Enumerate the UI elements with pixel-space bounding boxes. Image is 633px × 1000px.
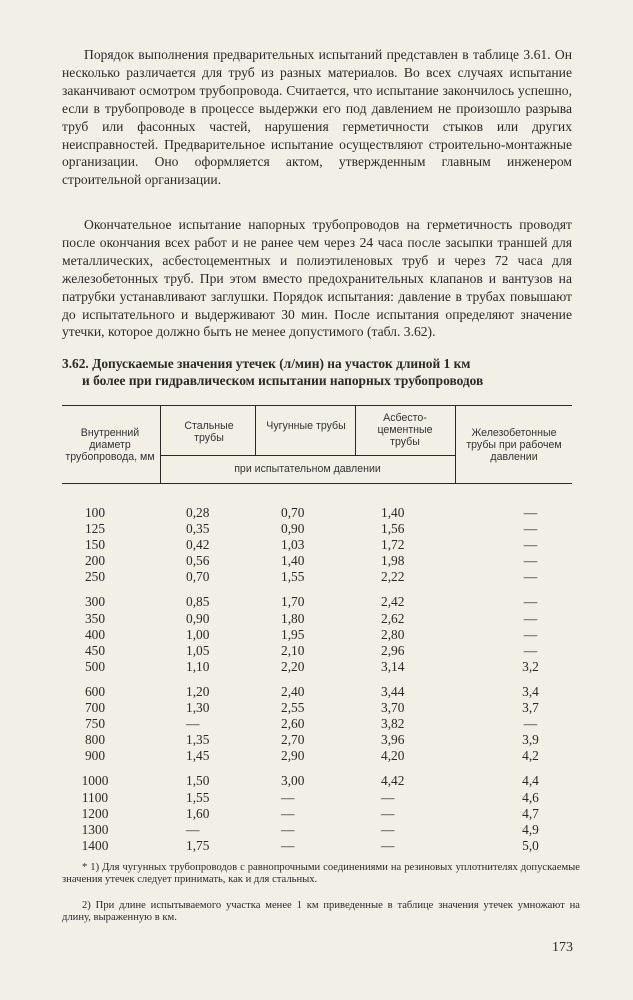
cast-iron-cell: 1,03 (281, 537, 305, 553)
table-row (70, 700, 570, 716)
cast-iron-cell: — (281, 789, 295, 805)
header-diameter: Внутренний диаметр трубопровода, мм (65, 427, 155, 463)
steel-cell: 1,50 (186, 773, 210, 789)
asbestos-cell: 2,80 (381, 626, 405, 642)
diameter-cell: 900 (84, 748, 106, 764)
diameter-cell: 150 (84, 537, 106, 553)
diameter-cell: 1200 (81, 805, 109, 821)
table-row (70, 716, 570, 732)
diameter-cell: 200 (84, 553, 106, 569)
paragraph-preliminary-testing: Порядок выполнения предварительных испытаний представлен в таблице 3.61. Он несколько различается для труб из разных материалов. Во всех случаях испытание заканчивают осмотром трубопровода. Считается, что испытание закончилось успешно, если в трубопроводе в процессе выдержки его под давлением не произошло разрыва труб или фасонных частей, нарушения герметичности стыков или других неисправностей. Предварительное испытание осуществляют строительно-монтажные организации. Оно оформляется актом, утвержденным главным инженером строительной организации. (62, 47, 572, 188)
steel-cell: 1,75 (186, 837, 210, 853)
cast-iron-cell: 1,70 (281, 594, 305, 610)
steel-cell: 1,30 (186, 700, 210, 716)
table-row (70, 585, 570, 610)
steel-cell: 1,20 (186, 683, 210, 699)
steel-cell: 0,42 (186, 537, 210, 553)
diameter-cell: 1400 (81, 837, 109, 853)
concrete-cell: — (523, 626, 538, 642)
header-concrete: Железобетонные трубы при рабочем давлении (466, 427, 562, 463)
asbestos-cell: — (381, 837, 395, 853)
concrete-cell: 4,9 (522, 821, 539, 837)
page-number: 173 (552, 940, 573, 955)
table-row (70, 505, 570, 521)
table-row (70, 732, 570, 748)
concrete-cell: 3,7 (522, 700, 539, 716)
diameter-cell: 1100 (81, 789, 109, 805)
steel-cell: 1,00 (186, 626, 210, 642)
steel-cell: — (186, 821, 200, 837)
header-steel: Стальные трубы (184, 420, 234, 444)
header-divider-3 (355, 405, 356, 455)
table-row (70, 675, 570, 700)
steel-cell: 1,55 (186, 789, 210, 805)
steel-cell: 0,56 (186, 553, 210, 569)
header-divider-4 (455, 405, 456, 483)
asbestos-cell: — (381, 789, 395, 805)
cast-iron-cell: 1,55 (281, 569, 305, 585)
table-row (70, 643, 570, 659)
diameter-cell: 400 (84, 626, 106, 642)
header-cast-iron: Чугунные трубы (266, 420, 346, 432)
concrete-cell: 3,9 (522, 732, 539, 748)
cast-iron-cell: 1,40 (281, 553, 305, 569)
table-row (70, 748, 570, 764)
asbestos-cell: 2,96 (381, 642, 405, 658)
caption-line-2: и более при гидравлическом испытании напорных трубопроводов (82, 373, 484, 388)
diameter-cell: 350 (84, 610, 106, 626)
steel-cell: 0,90 (186, 610, 210, 626)
concrete-cell: — (523, 569, 538, 585)
asbestos-cell: 3,14 (381, 658, 405, 674)
table-row (70, 537, 570, 553)
header-asbestos: Асбесто-цементные трубы (377, 412, 433, 448)
cast-iron-cell: 2,90 (281, 748, 305, 764)
header-bottom-rule (62, 483, 572, 484)
steel-cell: 0,28 (186, 505, 210, 520)
table-row (70, 790, 570, 806)
concrete-cell: — (523, 594, 538, 610)
asbestos-cell: 1,40 (381, 505, 405, 520)
cast-iron-cell: 1,80 (281, 610, 305, 626)
cast-iron-cell: 2,70 (281, 732, 305, 748)
header-divider-1 (160, 405, 161, 483)
asbestos-cell: 3,82 (381, 716, 405, 732)
concrete-cell: 3,2 (522, 658, 539, 674)
table-row (70, 521, 570, 537)
diameter-cell: 100 (84, 505, 106, 520)
asbestos-cell: 2,22 (381, 569, 405, 585)
concrete-cell: — (523, 521, 538, 537)
table-row (70, 764, 570, 789)
concrete-cell: — (523, 505, 538, 520)
diameter-cell: 700 (84, 700, 106, 716)
concrete-cell: 4,6 (522, 789, 539, 805)
asbestos-cell: — (381, 805, 395, 821)
cast-iron-cell: 2,40 (281, 683, 305, 699)
diameter-cell: 600 (84, 683, 106, 699)
cast-iron-cell: — (281, 805, 295, 821)
table-row (70, 611, 570, 627)
table-row (70, 806, 570, 822)
asbestos-cell: — (381, 821, 395, 837)
asbestos-cell: 1,56 (381, 521, 405, 537)
cast-iron-cell: 0,70 (281, 505, 305, 520)
concrete-cell: 3,4 (522, 683, 539, 699)
diameter-cell: 1000 (81, 773, 109, 789)
diameter-cell: 125 (84, 521, 106, 537)
table-row (70, 838, 570, 854)
asbestos-cell: 3,70 (381, 700, 405, 716)
caption-line-1: Допускаемые значения утечек (л/мин) на участок длиной 1 км (92, 356, 471, 371)
steel-cell: 0,85 (186, 594, 210, 610)
table-row (70, 569, 570, 585)
header-mid-rule (160, 455, 455, 456)
concrete-cell: — (523, 716, 538, 732)
table-number: 3.62. (62, 356, 89, 371)
asbestos-cell: 1,98 (381, 553, 405, 569)
table-row (70, 659, 570, 675)
cast-iron-cell: 0,90 (281, 521, 305, 537)
steel-cell: 0,70 (186, 569, 210, 585)
cast-iron-cell: 1,95 (281, 626, 305, 642)
asbestos-cell: 4,20 (381, 748, 405, 764)
leakage-table (70, 505, 570, 854)
table-caption (62, 355, 582, 389)
table-row (70, 553, 570, 569)
asbestos-cell: 2,42 (381, 594, 405, 610)
asbestos-cell: 3,44 (381, 683, 405, 699)
asbestos-cell: 2,62 (381, 610, 405, 626)
diameter-cell: 800 (84, 732, 106, 748)
diameter-cell: 750 (84, 716, 106, 732)
concrete-cell: 5,0 (522, 837, 539, 853)
paragraph-final-testing: Окончательное испытание напорных трубопроводов на герметичность проводят после окончания всех работ и не ранее чем через 24 часа после засыпки траншей для металлических, асбестоцементных и полиэтиленовых труб и через 72 часа для железобетонных труб. При этом вместо предохранительных клапанов и вантузов на патрубки устанавливают заглушки. Порядок испытания: давление в трубах повышают до испытательного и выдерживают 30 мин. После испытания определяют значение утечки, которое должно быть не менее допустимого (табл. 3.62). (62, 217, 572, 340)
steel-cell: — (186, 716, 200, 732)
steel-cell: 1,35 (186, 732, 210, 748)
cast-iron-cell: 2,55 (281, 700, 305, 716)
steel-cell: 1,60 (186, 805, 210, 821)
diameter-cell: 250 (84, 569, 106, 585)
diameter-cell: 1300 (81, 821, 109, 837)
asbestos-cell: 3,96 (381, 732, 405, 748)
steel-cell: 0,35 (186, 521, 210, 537)
concrete-cell: 4,4 (522, 773, 539, 789)
steel-cell: 1,45 (186, 748, 210, 764)
header-divider-2 (255, 405, 256, 455)
steel-cell: 1,05 (186, 642, 210, 658)
cast-iron-cell: 3,00 (281, 773, 305, 789)
footnote-2: 2) При длине испытываемого участка менее 1 км приведенные в таблице значения утечек умножают на длину, выраженную в км. (62, 900, 580, 924)
table-row (70, 822, 570, 838)
header-test-pressure: при испытательном давлении (234, 463, 381, 475)
concrete-cell: — (523, 553, 538, 569)
concrete-cell: — (523, 610, 538, 626)
steel-cell: 1,10 (186, 658, 210, 674)
concrete-cell: — (523, 537, 538, 553)
concrete-cell: 4,7 (522, 805, 539, 821)
diameter-cell: 500 (84, 658, 106, 674)
cast-iron-cell: 2,60 (281, 716, 305, 732)
cast-iron-cell: — (281, 837, 295, 853)
footnote-1: * 1) Для чугунных трубопроводов с равнопрочными соединениями на резиновых уплотнителях допускаемые значения утечек следует принимать, как и для стальных. (62, 862, 580, 886)
diameter-cell: 450 (84, 642, 106, 658)
table-row (70, 627, 570, 643)
cast-iron-cell: 2,10 (281, 642, 305, 658)
concrete-cell: — (523, 642, 538, 658)
table-top-rule (62, 405, 572, 406)
asbestos-cell: 4,42 (381, 773, 405, 789)
cast-iron-cell: 2,20 (281, 658, 305, 674)
diameter-cell: 300 (84, 594, 106, 610)
asbestos-cell: 1,72 (381, 537, 405, 553)
concrete-cell: 4,2 (522, 748, 539, 764)
cast-iron-cell: — (281, 821, 295, 837)
